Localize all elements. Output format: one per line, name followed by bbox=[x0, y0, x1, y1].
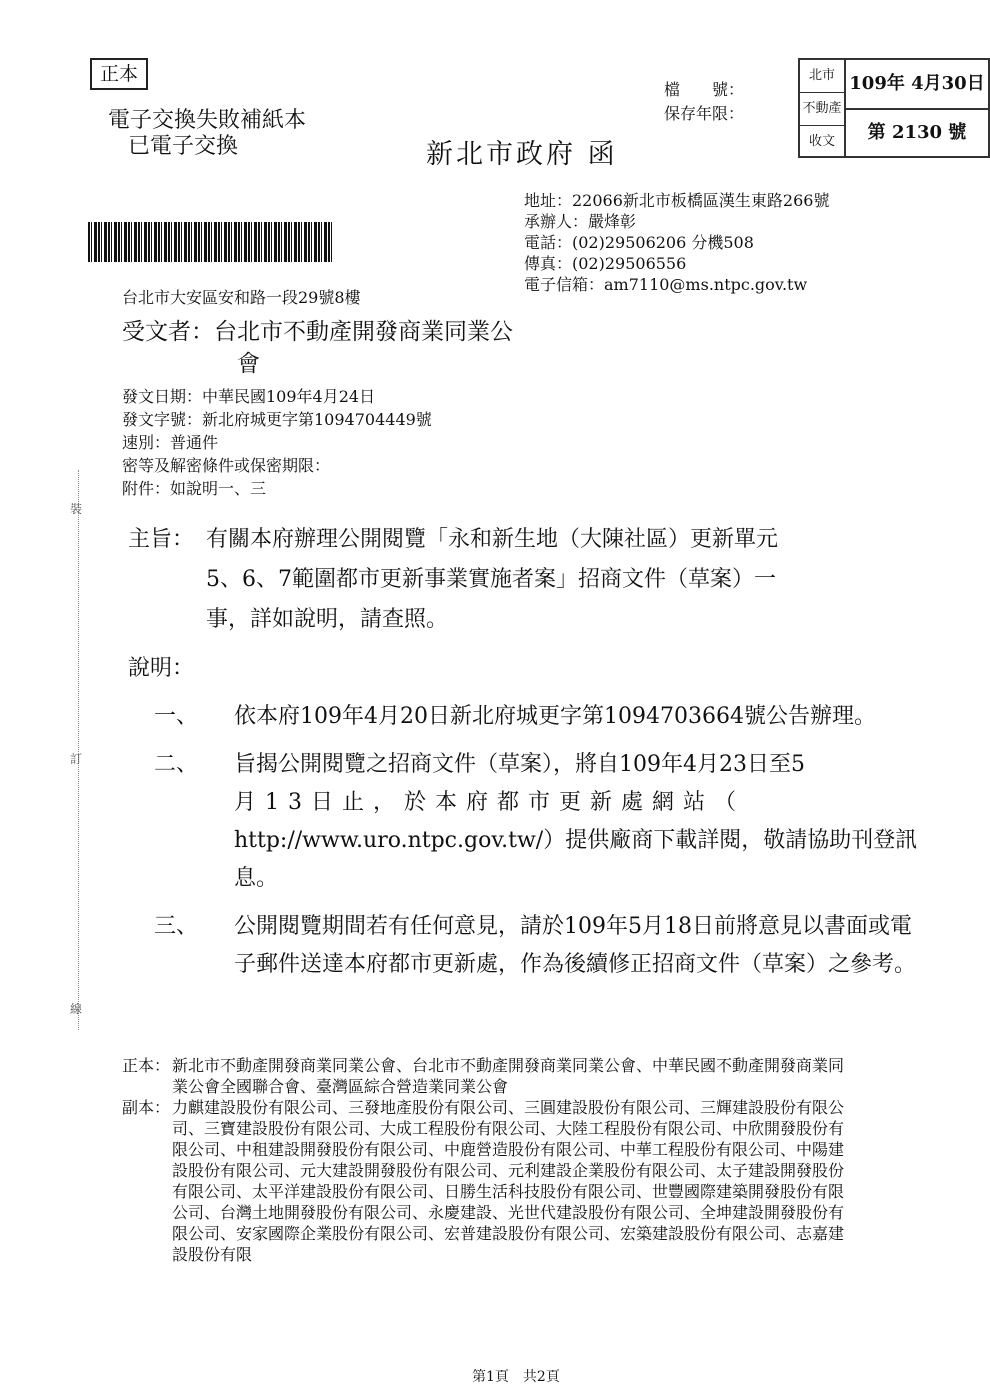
contact-block bbox=[524, 190, 829, 295]
recipient-address: 台北市大安區安和路一段29號8樓 bbox=[122, 288, 361, 307]
distribution-original bbox=[122, 1055, 844, 1097]
contact-handler: 承辦人：嚴烽彰 bbox=[524, 212, 637, 231]
file-number-label: 檔 號： bbox=[664, 80, 745, 99]
speed-class: 速別：普通件 bbox=[122, 433, 219, 452]
explanation-label: 說明： bbox=[128, 656, 195, 681]
receipt-org-1: 北市 bbox=[800, 60, 844, 93]
receipt-stamp bbox=[798, 58, 990, 158]
subject-label: 主旨： bbox=[128, 527, 195, 552]
document-meta bbox=[122, 385, 432, 500]
page-footer: 第1頁 共2頁 bbox=[472, 1369, 560, 1385]
receipt-stamp-org bbox=[800, 60, 846, 156]
binding-mark-3: 線 bbox=[70, 1002, 83, 1016]
subject-section bbox=[128, 520, 778, 640]
barcode bbox=[88, 222, 332, 262]
original-recipients: 新北市不動產開發商業同業公會、台北市不動產開發商業同業公會、中華民國不動產開發商業同業公會全國聯合會、臺灣區綜合營造業同業公會 bbox=[172, 1056, 845, 1096]
binding-mark-2: 訂 bbox=[70, 752, 83, 766]
receipt-number: 第 2130 號 bbox=[867, 122, 967, 143]
item-number-1: 一、 bbox=[154, 704, 199, 729]
recipient bbox=[122, 316, 513, 380]
recipient-line: 受文者：台北市不動產開發商業同業公 bbox=[122, 319, 513, 345]
document-number: 發文字號：新北府城更字第1094704449號 bbox=[122, 410, 432, 429]
original-label: 正本： bbox=[122, 1056, 171, 1075]
item-text-2-line-3: http://www.uro.ntpc.gov.tw/）提供廠商下載詳閱，敬請協助刊登訊息。 bbox=[234, 828, 918, 891]
item-number-3: 三、 bbox=[154, 914, 199, 939]
receipt-date: 109年 4月30日 bbox=[846, 60, 988, 110]
item-number-2: 二、 bbox=[154, 752, 199, 777]
contact-phone: 電話：(02)29506206 分機508 bbox=[524, 233, 754, 252]
issue-date: 發文日期：中華民國109年4月24日 bbox=[122, 387, 376, 406]
subject-line-3: 事，詳如說明，請查照。 bbox=[206, 607, 449, 632]
subject-line-1: 有關本府辦理公開閱覽「永和新生地（大陳社區）更新單元 bbox=[206, 527, 779, 552]
original-copy-stamp: 正本 bbox=[90, 58, 148, 90]
distribution-section bbox=[122, 1055, 844, 1265]
item-text-2-line-2: 月13日止，於本府都市更新處網站（ bbox=[234, 790, 745, 815]
attachments: 附件：如說明一、三 bbox=[122, 479, 267, 498]
explanation-item-2 bbox=[128, 746, 922, 898]
archive-info bbox=[664, 78, 744, 126]
explanation-section bbox=[128, 650, 922, 984]
item-text-2-line-1: 旨揭公開閱覽之招商文件（草案），將自109年4月23日至5 bbox=[234, 752, 805, 777]
receipt-org-3: 收文 bbox=[808, 134, 835, 149]
item-text-2 bbox=[234, 746, 922, 898]
handwritten-note-line1: 電子交換失敗補紙本 bbox=[108, 108, 307, 133]
contact-address: 地址：22066新北市板橋區漢生東路266號 bbox=[524, 191, 830, 210]
receipt-org-2: 不動產 bbox=[800, 93, 844, 126]
copy-label: 副本： bbox=[122, 1098, 171, 1117]
explanation-item-1 bbox=[128, 698, 922, 736]
item-text-1: 依本府109年4月20日新北府城更字第1094703664號公告辦理。 bbox=[234, 704, 876, 729]
retention-label: 保存年限： bbox=[664, 104, 745, 123]
item-text-3: 公開閱覽期間若有任何意見，請於109年5月18日前將意見以書面或電子郵件送達本府都市更新處，作為後續修正招商文件（草案）之參考。 bbox=[234, 914, 917, 977]
binding-mark-1: 裝 bbox=[70, 502, 83, 516]
handwritten-note-line2: 已電子交換 bbox=[128, 134, 239, 159]
contact-fax: 傳真：(02)29506556 bbox=[524, 254, 687, 273]
distribution-copy bbox=[122, 1097, 844, 1265]
explanation-item-3 bbox=[128, 908, 922, 984]
contact-email: 電子信箱：am7110@ms.ntpc.gov.tw bbox=[524, 275, 808, 294]
subject-line-2: 5、6、7範圍都市更新事業實施者案」招商文件（草案）一 bbox=[206, 567, 776, 592]
copy-recipients: 力麒建設股份有限公司、三發地產股份有限公司、三圓建設股份有限公司、三輝建設股份有限公司、三寶建設股份有限公司、大成工程股份有限公司、大陸工程股份有限公司、中欣開發股份有限公司、中租建設開發股份有限公司、中鹿營造股份有限公司、中華工程股份有限公司、中陽建設股份有限公司、元大建設開發股份有限公司、元利建設企業股份有限公司、太子建設開發股份有限公司、太平洋建設股份有限公司、日勝生活科技股份有限公司、世豐國際建築開發股份有限公司、台灣土地開發股份有限公司、永慶建設、光世代建設股份有限公司、全坤建設開發股份有限公司、安家國際企業股份有限公司、宏普建設股份有限公司、宏築建設股份有限公司、志嘉建設股份有限 bbox=[172, 1098, 845, 1264]
secrecy-class: 密等及解密條件或保密期限： bbox=[122, 456, 331, 475]
recipient-line-cont: 會 bbox=[237, 351, 260, 377]
document-title: 新北市政府 函 bbox=[426, 139, 618, 170]
